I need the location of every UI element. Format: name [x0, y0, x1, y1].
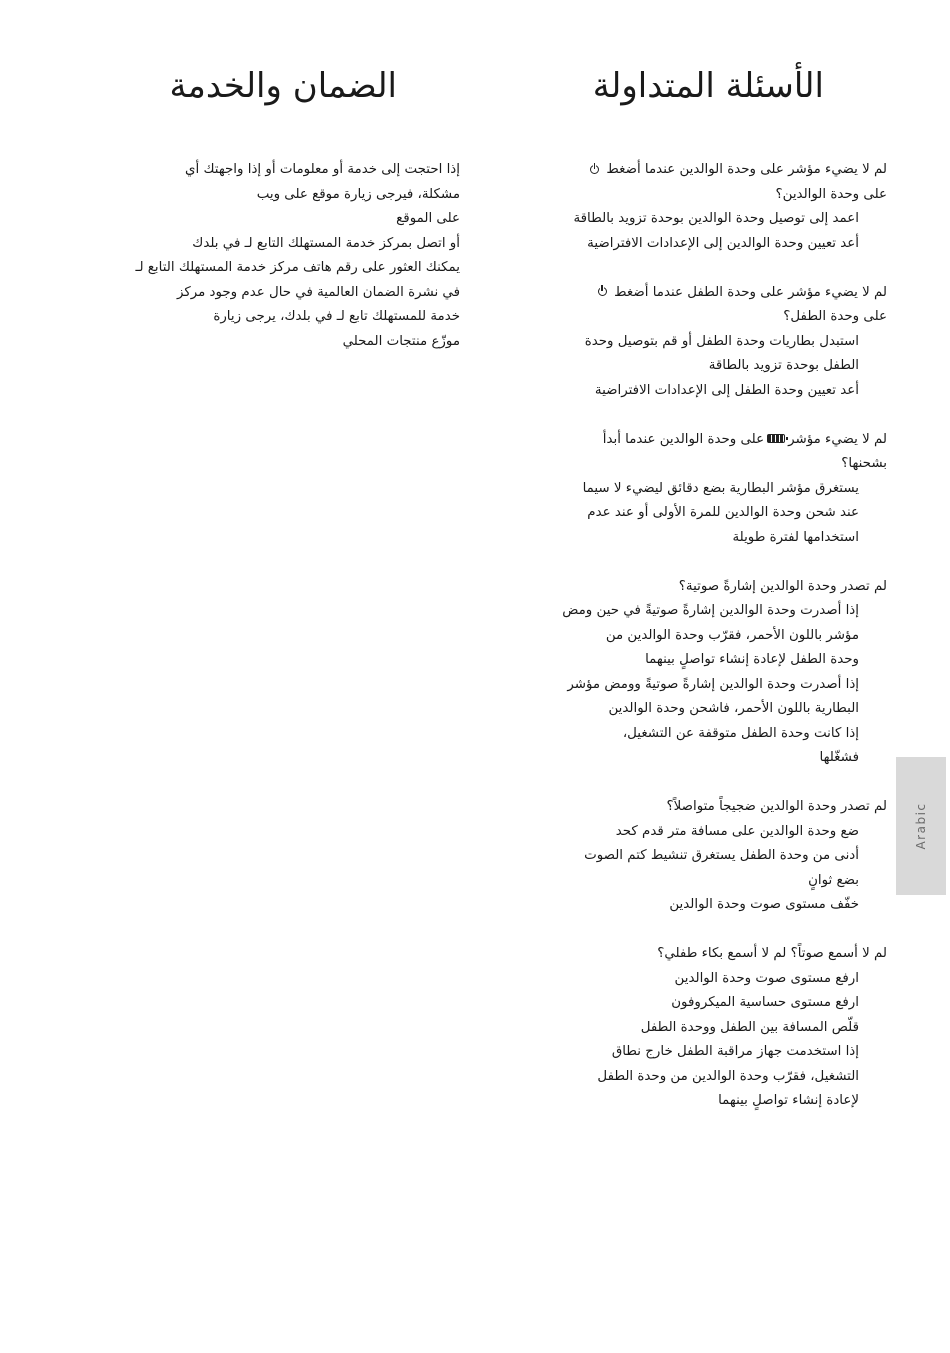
- warranty-title: الضمان والخدمة: [169, 66, 397, 106]
- answer-line: إذا كانت وحدة الطفل متوقفة عن التشغيل،: [622, 725, 859, 741]
- warranty-line: أو اتصل بمركز خدمة المستهلك التابع لـ في بلدك: [192, 235, 460, 251]
- answer-line: البطارية باللون الأحمر، فاشحن وحدة الوالدين: [608, 701, 859, 716]
- warranty-line: إذا احتجت إلى خدمة أو معلومات أو إذا واجهتك أي: [185, 162, 460, 177]
- faq-answers: [507, 477, 887, 551]
- faq-question: لم لا يضيء مؤشرعلى وحدة الوالدين عندما أبدأ بشحنها؟: [602, 431, 887, 471]
- warranty-line: على الموقع: [396, 211, 460, 226]
- power-icon: [598, 287, 607, 296]
- answer-line: قلّص المسافة بين الطفل ووحدة الطفل: [640, 1019, 859, 1035]
- faq-item-battery-light: [507, 428, 887, 551]
- answer-line: عند شحن وحدة الوالدين للمرة الأولى أو عند عدم: [587, 505, 859, 520]
- faq-answers: [507, 599, 887, 771]
- answer-line: الطفل بوحدة تزويد بالطاقة: [708, 358, 859, 373]
- power-icon: [590, 165, 599, 174]
- battery-icon: [767, 434, 785, 443]
- faq-item-beep: [507, 575, 887, 771]
- warranty-line: يمكنك العثور على رقم هاتف مركز خدمة المستهلك التابع لـ: [135, 260, 460, 275]
- faq-question: لم لا يضيء مؤشر على وحدة الوالدين عندما أضغط على وحدة الوالدين؟: [507, 158, 887, 207]
- answer-line: أعد تعيين وحدة الوالدين إلى الإعدادات الافتراضية: [587, 235, 859, 251]
- faq-answers: [507, 820, 887, 918]
- answer-line: التشغيل، فقرّب وحدة الوالدين من وحدة الطفل: [597, 1068, 859, 1084]
- answer-line: أعد تعيين وحدة الطفل إلى الإعدادات الافتراضية: [594, 382, 859, 398]
- answer-line: بضع ثوانٍ: [808, 872, 859, 888]
- answer-line: وحدة الطفل لإعادة إنشاء تواصلٍ بينهما: [645, 652, 859, 667]
- faq-question: لم تصدر وحدة الوالدين إشارةً صوتية؟: [678, 578, 887, 594]
- faq-item-no-sound: [507, 942, 887, 1114]
- answer-line: فشغّلها: [819, 750, 859, 765]
- answer-line: ضع وحدة الوالدين على مسافة متر قدم كحد: [615, 823, 859, 839]
- faq-answers: [507, 967, 887, 1114]
- faq-column: [507, 158, 887, 1138]
- answer-line: لإعادة إنشاء تواصلٍ بينهما: [718, 1093, 859, 1108]
- faq-question: لم تصدر وحدة الوالدين ضجيجاً متواصلاً؟: [666, 799, 887, 814]
- warranty-line: موزّع منتجات المحلي: [342, 333, 460, 349]
- faq-answers: [507, 207, 887, 256]
- answer-line: استخدامها لفترة طويلة: [732, 529, 859, 545]
- answer-line: إذا استخدمت جهاز مراقبة الطفل خارج نطاق: [611, 1044, 859, 1059]
- answer-line: خفّف مستوى صوت وحدة الوالدين: [669, 897, 859, 912]
- faq-question: لم لا أسمع صوتاً؟ لم لا أسمع بكاء طفلي؟: [657, 946, 887, 961]
- faq-title: الأسئلة المتداولة: [592, 66, 824, 106]
- faq-item-baby-light: [507, 281, 887, 404]
- faq-answers: [507, 330, 887, 404]
- answer-line: ارفع مستوى صوت وحدة الوالدين: [674, 970, 859, 986]
- answer-line: يستغرق مؤشر البطارية بضع دقائق ليضيء لا سيما: [582, 480, 859, 496]
- faq-item-noise: [507, 795, 887, 918]
- answer-line: اعمد إلى توصيل وحدة الوالدين بوحدة تزويد بالطاقة: [573, 211, 859, 226]
- warranty-column: [80, 158, 460, 354]
- warranty-line: مشكلة، فيرجى زيارة موقع على ويب: [256, 186, 460, 202]
- answer-line: ارفع مستوى حساسية الميكروفون: [671, 995, 859, 1010]
- faq-question: لم لا يضيء مؤشر على وحدة الطفل عندما أضغط على وحدة الطفل؟: [507, 281, 887, 330]
- faq-item-parent-light: [507, 158, 887, 256]
- answer-line: مؤشر باللون الأحمر، فقرّب وحدة الوالدين من: [605, 627, 859, 643]
- answer-line: إذا أصدرت وحدة الوالدين إشارةً صوتيةً في حين ومض: [562, 603, 859, 618]
- warranty-line: خدمة للمستهلك تابع لـ في بلدك، يرجى زيارة: [213, 309, 460, 324]
- warranty-line: في نشرة الضمان العالمية في حال عدم وجود مركز: [176, 284, 460, 300]
- language-tab: [896, 757, 946, 895]
- answer-line: إذا أصدرت وحدة الوالدين إشارةً صوتيةً وومض مؤشر: [567, 676, 859, 692]
- answer-line: استبدل بطاريات وحدة الطفل أو قم بتوصيل وحدة: [584, 333, 859, 349]
- language-label: Arabic: [914, 802, 928, 850]
- answer-line: أدنى من وحدة الطفل يستغرق تنشيط كتم الصوت: [584, 848, 859, 863]
